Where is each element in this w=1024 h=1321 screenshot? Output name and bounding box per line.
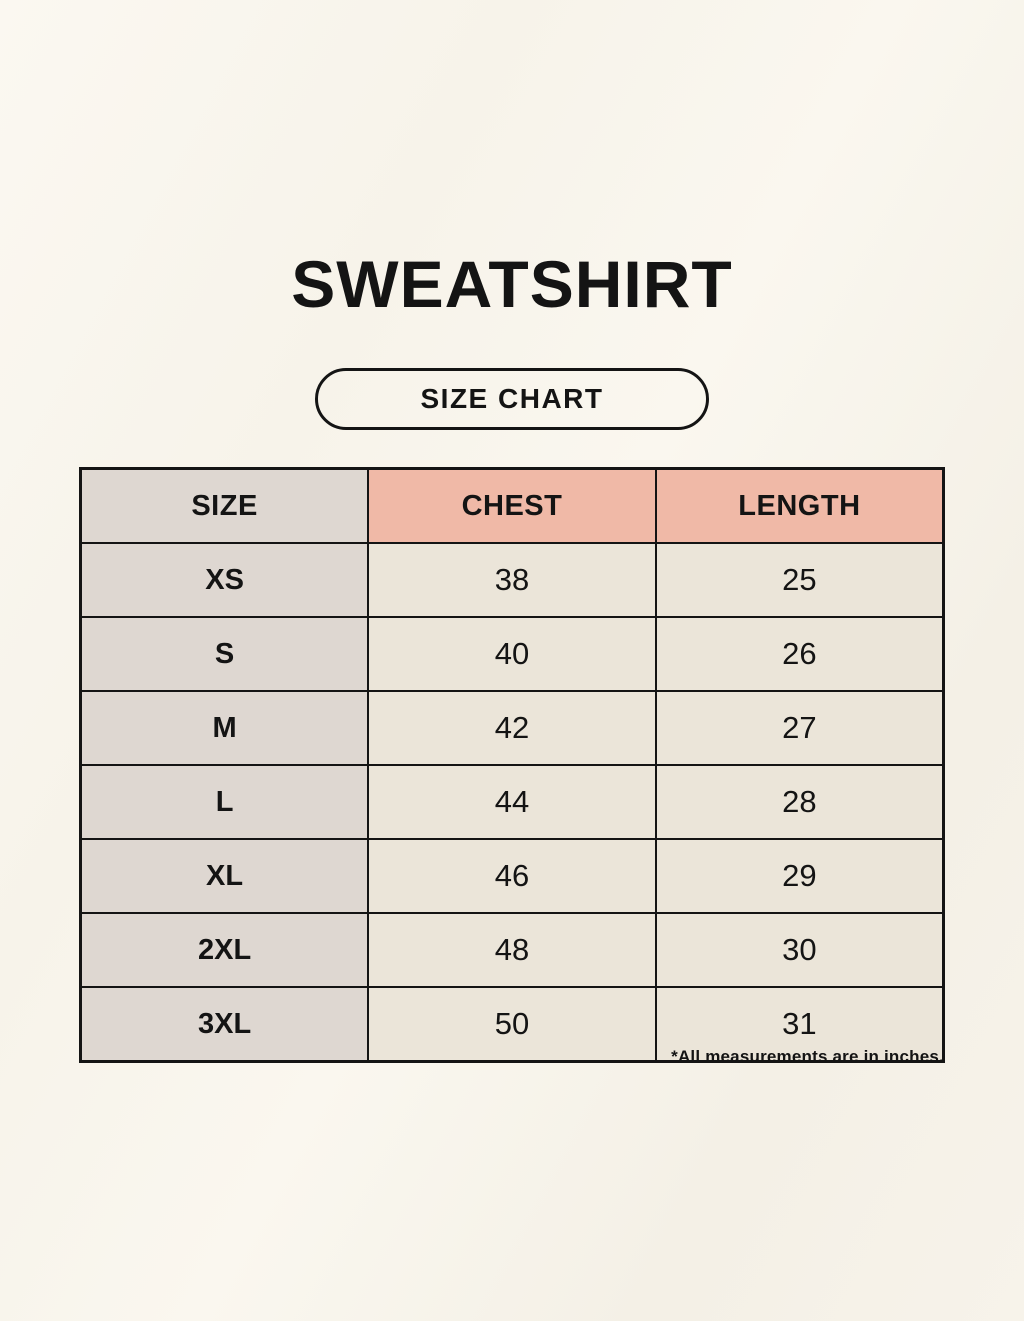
- size-label: 3XL: [81, 987, 369, 1062]
- column-header-length: LENGTH: [656, 469, 944, 544]
- size-label: XL: [81, 839, 369, 913]
- size-chart-badge-label: SIZE CHART: [420, 383, 604, 414]
- chest-value: 44: [368, 765, 656, 839]
- chest-value: 40: [368, 617, 656, 691]
- table-row-xs: [81, 543, 944, 617]
- table-row-s: [81, 617, 944, 691]
- table-row-2xl: [81, 913, 944, 987]
- chest-value: 48: [368, 913, 656, 987]
- chest-value: 46: [368, 839, 656, 913]
- table-row-m: [81, 691, 944, 765]
- size-chart-table: [79, 467, 945, 1063]
- length-value: 27: [656, 691, 944, 765]
- table-header-row: [81, 469, 944, 544]
- length-value: 31: [656, 987, 944, 1062]
- size-chart-badge: [315, 368, 709, 430]
- length-value: 30: [656, 913, 944, 987]
- size-label: M: [81, 691, 369, 765]
- size-label: 2XL: [81, 913, 369, 987]
- size-label: L: [81, 765, 369, 839]
- chest-value: 38: [368, 543, 656, 617]
- measurements-footnote: *All measurements are in inches.: [671, 1047, 944, 1066]
- column-header-size: SIZE: [81, 469, 369, 544]
- length-value: 25: [656, 543, 944, 617]
- length-value: 28: [656, 765, 944, 839]
- table-row-xl: [81, 839, 944, 913]
- size-label: S: [81, 617, 369, 691]
- chest-value: 42: [368, 691, 656, 765]
- length-value: 29: [656, 839, 944, 913]
- size-label: XS: [81, 543, 369, 617]
- length-value: 26: [656, 617, 944, 691]
- chest-value: 50: [368, 987, 656, 1062]
- column-header-chest: CHEST: [368, 469, 656, 544]
- page-title: SWEATSHIRT: [291, 247, 733, 321]
- table-row-l: [81, 765, 944, 839]
